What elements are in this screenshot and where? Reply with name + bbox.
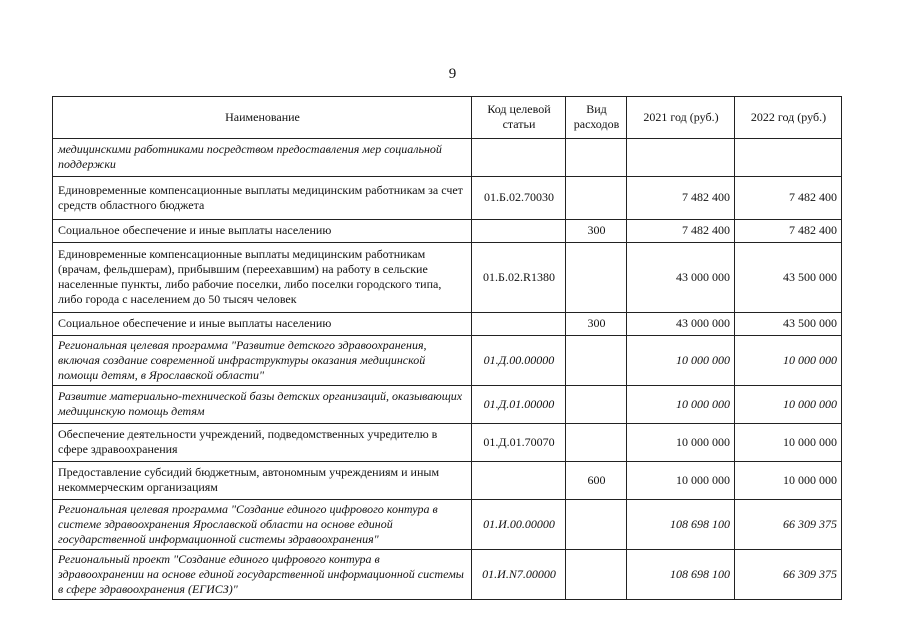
cell-type: 600 (566, 462, 627, 500)
cell-type (566, 500, 627, 550)
cell-2021: 7 482 400 (627, 220, 735, 243)
table-row (53, 424, 842, 462)
cell-2021: 10 000 000 (627, 386, 735, 424)
cell-type (566, 177, 627, 220)
cell-2021: 10 000 000 (627, 336, 735, 386)
cell-code (472, 139, 566, 177)
table-row (53, 550, 842, 600)
page-number: 9 (448, 66, 457, 82)
cell-2021: 108 698 100 (627, 550, 735, 600)
column-header-type: Вид расходов (566, 97, 627, 139)
cell-name: Региональная целевая программа "Создание единого цифрового контура в системе здравоохранения Ярославской области на основе единой государственной информационной системы здравоохранения" (53, 500, 472, 550)
cell-2022 (735, 139, 842, 177)
table-row (53, 500, 842, 550)
cell-name: Единовременные компенсационные выплаты медицинским работникам за счет средств областного бюджета (53, 177, 472, 220)
cell-2021: 10 000 000 (627, 462, 735, 500)
column-header-2022: 2022 год (руб.) (735, 97, 842, 139)
table-row (53, 177, 842, 220)
cell-type (566, 386, 627, 424)
cell-type: 300 (566, 220, 627, 243)
cell-name: медицинскими работниками посредством предоставления мер социальной поддержки (53, 139, 472, 177)
cell-code: 01.И.N7.00000 (472, 550, 566, 600)
cell-2022: 7 482 400 (735, 177, 842, 220)
cell-type (566, 243, 627, 313)
cell-type (566, 424, 627, 462)
cell-name: Развитие материально-технической базы детских организаций, оказывающих медицинскую помощь детям (53, 386, 472, 424)
cell-2022: 10 000 000 (735, 386, 842, 424)
cell-2021: 43 000 000 (627, 313, 735, 336)
cell-type (566, 550, 627, 600)
cell-2022: 66 309 375 (735, 550, 842, 600)
cell-2021 (627, 139, 735, 177)
cell-type: 300 (566, 313, 627, 336)
cell-2021: 7 482 400 (627, 177, 735, 220)
cell-name: Региональный проект "Создание единого цифрового контура в здравоохранении на основе единой государственной информационной системы в сфере здравоохранения (ЕГИСЗ)" (53, 550, 472, 600)
cell-name: Социальное обеспечение и иные выплаты населению (53, 313, 472, 336)
cell-code (472, 313, 566, 336)
cell-2022: 10 000 000 (735, 336, 842, 386)
column-header-code: Код целевой статьи (472, 97, 566, 139)
column-header-2021: 2021 год (руб.) (627, 97, 735, 139)
table-row (53, 336, 842, 386)
cell-name: Социальное обеспечение и иные выплаты населению (53, 220, 472, 243)
column-header-name: Наименование (53, 97, 472, 139)
cell-code: 01.Д.01.00000 (472, 386, 566, 424)
cell-2021: 10 000 000 (627, 424, 735, 462)
cell-code (472, 220, 566, 243)
table-row (53, 386, 842, 424)
cell-code: 01.Б.02.R1380 (472, 243, 566, 313)
cell-type (566, 336, 627, 386)
cell-2022: 10 000 000 (735, 462, 842, 500)
table-row (53, 243, 842, 313)
table-row (53, 139, 842, 177)
cell-name: Региональная целевая программа "Развитие детского здравоохранения, включая создание современной инфраструктуры оказания медицинской помощи детям, в Ярославской области" (53, 336, 472, 386)
table-row (53, 462, 842, 500)
cell-code: 01.Д.00.00000 (472, 336, 566, 386)
cell-2022: 7 482 400 (735, 220, 842, 243)
cell-2022: 66 309 375 (735, 500, 842, 550)
cell-2022: 43 500 000 (735, 313, 842, 336)
cell-type (566, 139, 627, 177)
cell-2021: 108 698 100 (627, 500, 735, 550)
budget-table (52, 96, 842, 600)
cell-name: Предоставление субсидий бюджетным, автономным учреждениям и иным некоммерческим организациям (53, 462, 472, 500)
table-header-row (53, 97, 842, 139)
cell-code: 01.Д.01.70070 (472, 424, 566, 462)
cell-code: 01.Б.02.70030 (472, 177, 566, 220)
cell-2022: 10 000 000 (735, 424, 842, 462)
cell-code: 01.И.00.00000 (472, 500, 566, 550)
cell-2022: 43 500 000 (735, 243, 842, 313)
table-row (53, 313, 842, 336)
cell-2021: 43 000 000 (627, 243, 735, 313)
cell-name: Обеспечение деятельности учреждений, подведомственных учредителю в сфере здравоохранения (53, 424, 472, 462)
table-row (53, 220, 842, 243)
table-body (53, 139, 842, 600)
cell-code (472, 462, 566, 500)
cell-name: Единовременные компенсационные выплаты медицинским работникам (врачам, фельдшерам), прибывшим (переехавшим) на работу в сельские населенные пункты, либо рабочие поселки, либо поселки городского типа, либо города с населением до 50 тысяч человек (53, 243, 472, 313)
